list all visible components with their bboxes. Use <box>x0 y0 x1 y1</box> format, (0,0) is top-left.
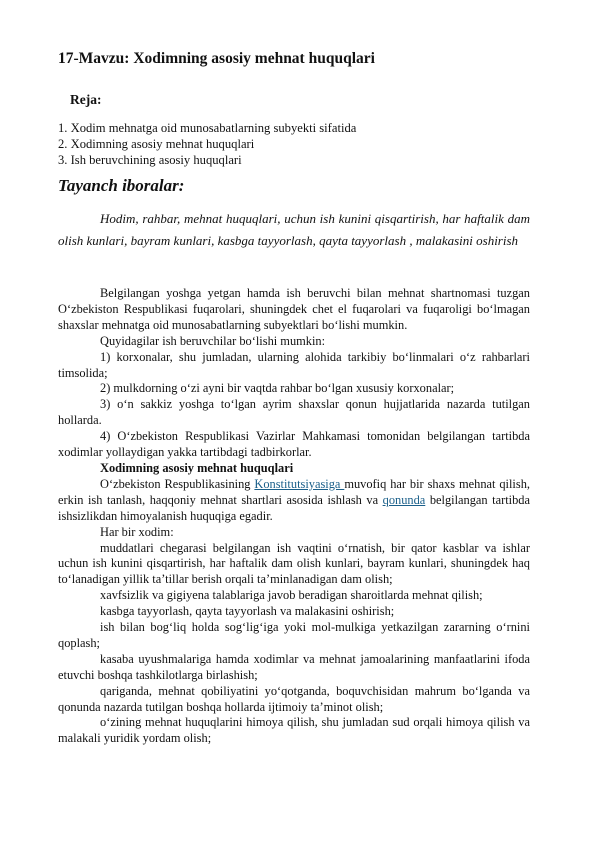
paragraph: qariganda, mehnat qobiliyatini yo‘qotganda, boquvchisidan mahrum bo‘lganda va qonunda nazarda tutilgan boshqa hollarda ijtimoiy ta’minot olish; <box>58 683 530 714</box>
plan-item: 2. Xodimning asosiy mehnat huquqlari <box>58 137 255 151</box>
constitution-link[interactable]: Konstitutsiyasiga <box>254 476 345 491</box>
paragraph <box>58 477 530 525</box>
paragraph: 4) O‘zbekiston Respublikasi Vazirlar Mahkamasi tomonidan belgilangan tartibda xodimlar yollaydigan yakka tartibdagi tadbirkorlar. <box>58 429 530 460</box>
document-body <box>58 286 530 747</box>
text-span: belgilangan tartibda ishsizlikdan himoyalanish huquqiga egadir. <box>58 492 530 523</box>
text-span: O‘zbekiston Respublikasining <box>100 476 255 491</box>
page-title: 17-Mavzu: Xodimning asosiy mehnat huquqlari <box>58 50 375 67</box>
paragraph: Belgilangan yoshga yetgan hamda ish beruvchi bilan mehnat shartnomasi tuzgan O‘zbekiston Respublikasi fuqarolari, shuningdek chet el fuqarolari va fuqaroligi bo‘lmagan shaxslar mehnatga oid munosabatlarning subyektlari bo‘lishi mumkin. <box>58 286 530 332</box>
keywords-text: Hodim, rahbar, mehnat huquqlari, uchun ish kunini qisqartirish, har haftalik dam olish kunlari, bayram kunlari, kasbga tayyorlash, qayta tayyorlash , malakasini oshirish <box>58 211 530 248</box>
paragraph: 1) korxonalar, shu jumladan, ularning alohida tarkibiy bo‘linmalari o‘z rahbarlari timsolida; <box>58 349 530 380</box>
text-span: muvofiq har bir shaxs mehnat qilish, erkin ish tanlash, haqqoniy mehnat shartlari asosida ishlash va <box>58 476 530 507</box>
paragraph: muddatlari chegarasi belgilangan ish vaqtini o‘rnatish, bir qator kasblar va ishlar uchun ish kunini qisqartirish, har haftalik dam olish kunlari, bayram kunlari, shuningdek haq to‘lanadigan yillik ta’tillar berish orqali ta’minlanadigan dam olish; <box>58 540 530 587</box>
paragraph: 3) o‘n sakkiz yoshga to‘lgan ayrim shaxslar qonun hujjatlarida nazarda tutilgan hollarda. <box>58 397 530 428</box>
paragraph: ish bilan bog‘liq holda sog‘lig‘iga yoki mol-mulkiga yetkazilgan zararning o‘rnini qoplash; <box>58 620 530 650</box>
paragraph: o‘zining mehnat huquqlarini himoya qilish, shu jumladan sud orqali himoya qilish va malakali yuridik yordam olish; <box>58 715 530 746</box>
paragraph: xavfsizlik va gigiyena talablariga javob beradigan sharoitlarda mehnat qilish; <box>100 588 483 603</box>
section-heading: Xodimning asosiy mehnat huquqlari <box>100 460 294 475</box>
plan-list <box>58 120 356 168</box>
paragraph: Har bir xodim: <box>100 524 174 539</box>
paragraph: kasaba uyushmalariga hamda xodimlar va mehnat jamoalarining manfaatlarini ifoda etuvchi boshqa tashkilotlarga birlashish; <box>58 651 530 682</box>
paragraph: kasbga tayyorlash, qayta tayyorlash va malakasini oshirish; <box>100 604 395 619</box>
plan-item: 1. Xodim mehnatga oid munosabatlarning subyekti sifatida <box>58 121 357 135</box>
keywords-heading: Tayanch iboralar: <box>58 176 185 195</box>
paragraph: 2) mulkdorning o‘zi ayni bir vaqtda rahbar bo‘lgan xususiy korxonalar; <box>100 381 455 396</box>
paragraph: Quyidagilar ish beruvchilar bo‘lishi mumkin: <box>100 333 326 348</box>
plan-heading: Reja: <box>70 92 102 107</box>
plan-item: 3. Ish beruvchining asosiy huquqlari <box>58 153 242 167</box>
law-link[interactable]: qonunda <box>382 492 426 507</box>
